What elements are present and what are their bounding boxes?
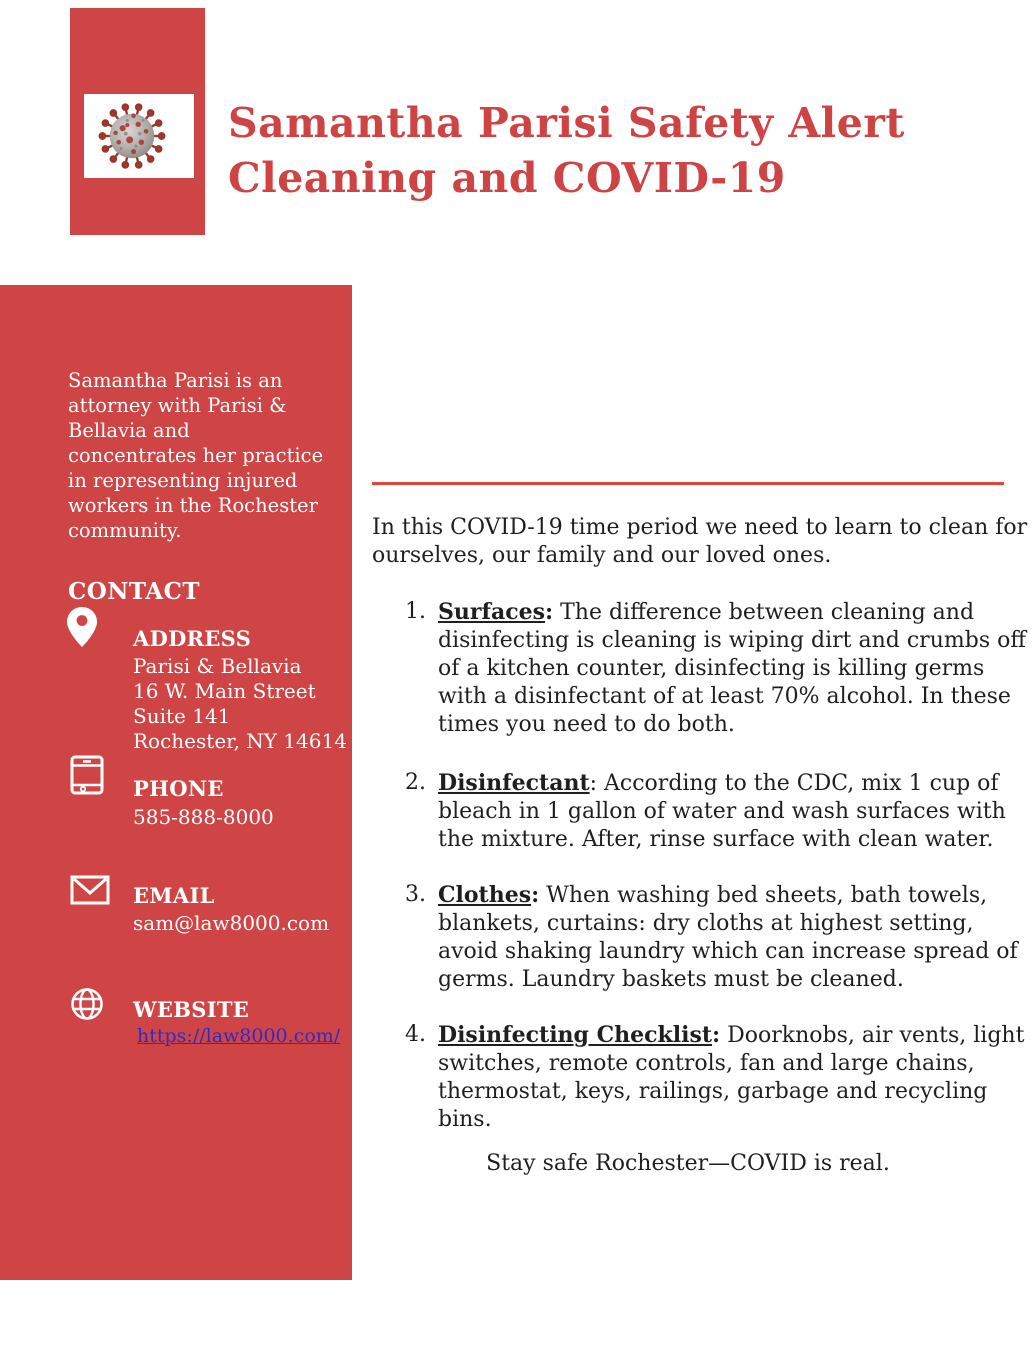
list-item-colon: : — [589, 771, 598, 796]
address-line: Parisi & Bellavia — [133, 654, 302, 678]
address-line: Rochester, NY 14614 — [133, 729, 347, 753]
address-line: Suite 141 — [133, 704, 231, 728]
list-item-rest: The difference between cleaning and disinfecting is cleaning is wiping dirt and crumbs off of a kitchen counter, disinfecting is killing germs with a disinfectant of at least 70% alcohol. In these times you need to do both. — [438, 600, 1026, 737]
list-item-disinfecting-checklist — [396, 1021, 1030, 1134]
list-item-surfaces — [396, 598, 1030, 739]
phone-value: 585-888-8000 — [133, 805, 274, 829]
list-item-colon: : — [712, 1022, 721, 1048]
page-title — [228, 96, 1018, 206]
list-item-colon: : — [544, 599, 554, 625]
list-item-lead: Clothes — [438, 882, 532, 908]
list-item-text — [438, 598, 1030, 739]
website-label: WEBSITE — [133, 997, 250, 1022]
page-title-line1: Samantha Parisi Safety Alert — [228, 99, 905, 147]
email-value: sam@law8000.com — [133, 911, 330, 935]
list-item-text — [438, 1021, 1030, 1134]
list-item-lead: Surfaces — [438, 599, 545, 625]
page-title-line2: Cleaning and COVID-19 — [228, 154, 786, 202]
address-label: ADDRESS — [133, 626, 252, 651]
list-item-text — [438, 769, 1030, 854]
phone-label: PHONE — [133, 776, 224, 801]
globe-icon — [70, 987, 104, 1021]
list-item-rest: According to the CDC, mix 1 cup of bleach in 1 gallon of water and wash surfaces with the mixture. After, rinse surface with clean water. — [438, 771, 1006, 852]
list-item-lead: Disinfecting Checklist — [438, 1022, 712, 1048]
list-number: 3. — [405, 882, 426, 907]
list-number: 4. — [405, 1022, 426, 1047]
list-number: 2. — [405, 770, 426, 795]
list-item-disinfectant — [396, 769, 1030, 854]
list-item-colon: : — [531, 882, 540, 908]
closing-line: Stay safe Rochester—COVID is real. — [486, 1151, 890, 1176]
sidebar — [0, 285, 352, 1280]
list-item-rest: Doorknobs, air vents, light switches, remote controls, fan and large chains, thermostat, keys, railings, garbage and recycling bins. — [438, 1023, 1025, 1132]
coronavirus-icon — [93, 97, 171, 175]
attorney-bio: Samantha Parisi is an attorney with Parisi & Bellavia and concentrates her practice in representing injured workers in the Rochester community. — [68, 369, 324, 542]
contact-heading: CONTACT — [68, 578, 200, 605]
logo-box — [84, 94, 194, 178]
address-line: 16 W. Main Street — [133, 679, 316, 703]
list-number: 1. — [405, 599, 426, 624]
list-item-lead: Disinfectant — [438, 770, 590, 796]
red-divider-line — [372, 482, 1004, 485]
list-item-rest: When washing bed sheets, bath towels, blankets, curtains: dry cloths at highest setting, avoid shaking laundry which can increase spread of germs. Laundry baskets must be cleaned. — [438, 883, 1018, 992]
address-value — [133, 654, 347, 754]
list-item-clothes — [396, 881, 1030, 994]
list-item-text — [438, 881, 1030, 994]
email-label: EMAIL — [133, 883, 215, 908]
intro-paragraph: In this COVID-19 time period we need to learn to clean for ourselves, our family and our loved ones. — [372, 515, 1028, 568]
envelope-icon — [70, 875, 110, 905]
location-pin-icon — [66, 606, 98, 648]
smartphone-icon — [70, 755, 104, 795]
website-link[interactable]: https://law8000.com/ — [137, 1025, 341, 1047]
